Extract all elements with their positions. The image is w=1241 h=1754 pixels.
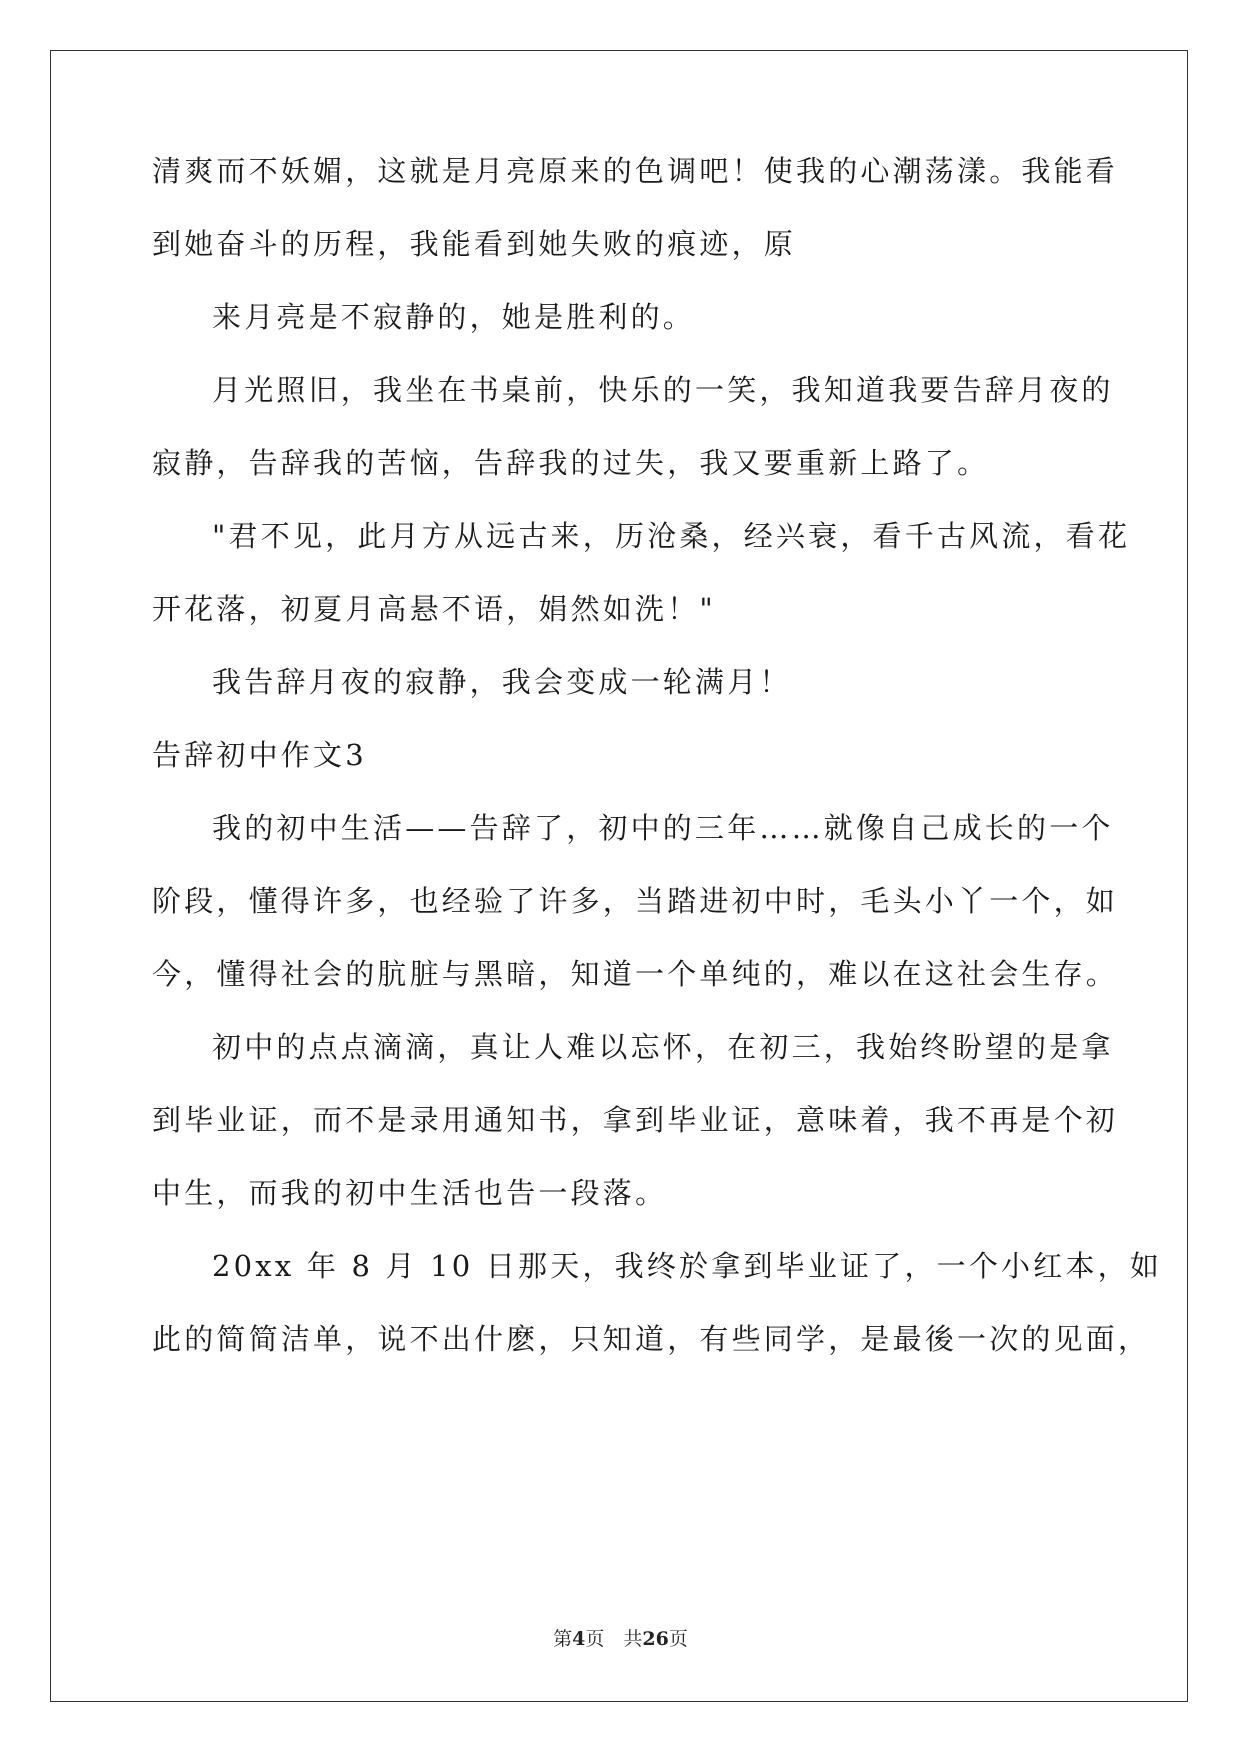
text-line: 清爽而不妖媚，这就是月亮原来的色调吧！使我的心潮荡漾。我能看 [152, 154, 1119, 188]
section-heading: 告辞初中作文3 [152, 738, 367, 772]
text-line: 开花落，初夏月高悬不语，娟然如洗！" [152, 592, 716, 626]
footer-prefix: 第 [553, 1628, 573, 1650]
footer-middle: 页 共 [585, 1628, 643, 1650]
text-line: 今，懂得社会的肮脏与黑暗，知道一个单纯的，难以在这社会生存。 [152, 957, 1119, 991]
text-line: 寂静，告辞我的苦恼，告辞我的过失，我又要重新上路了。 [152, 446, 990, 480]
footer-suffix: 页 [668, 1628, 688, 1650]
total-pages: 26 [642, 1628, 669, 1650]
text-line: 此的简简洁单，说不出什麽，只知道，有些同学，是最後一次的见面， [152, 1322, 1151, 1356]
text-line: 到毕业证，而不是录用通知书，拿到毕业证，意味着，我不再是个初 [152, 1103, 1119, 1137]
page-number: 4 [572, 1628, 586, 1650]
text-line: 月光照旧，我坐在书桌前，快乐的一笑，我知道我要告辞月夜的 [212, 373, 1114, 407]
text-line: 20xx 年 8 月 10 日那天，我终於拿到毕业证了，一个小红本，如 [212, 1249, 1163, 1283]
text-line: 中生，而我的初中生活也告一段落。 [152, 1176, 668, 1210]
text-line: 初中的点点滴滴，真让人难以忘怀，在初三，我始终盼望的是拿 [212, 1030, 1114, 1064]
text-line: 我的初中生活——告辞了，初中的三年……就像自己成长的一个 [212, 811, 1114, 845]
text-line: 我告辞月夜的寂静，我会变成一轮满月！ [212, 665, 792, 699]
text-line: 来月亮是不寂静的，她是胜利的。 [212, 300, 696, 334]
text-line: 阶段，懂得许多，也经验了许多，当踏进初中时，毛头小丫一个，如 [152, 884, 1119, 918]
text-line: 到她奋斗的历程，我能看到她失败的痕迹，原 [152, 227, 797, 261]
text-line: "君不见，此月方从远古来，历沧桑，经兴衰，看千古风流，看花 [212, 519, 1131, 553]
page-footer [0, 1626, 1241, 1652]
